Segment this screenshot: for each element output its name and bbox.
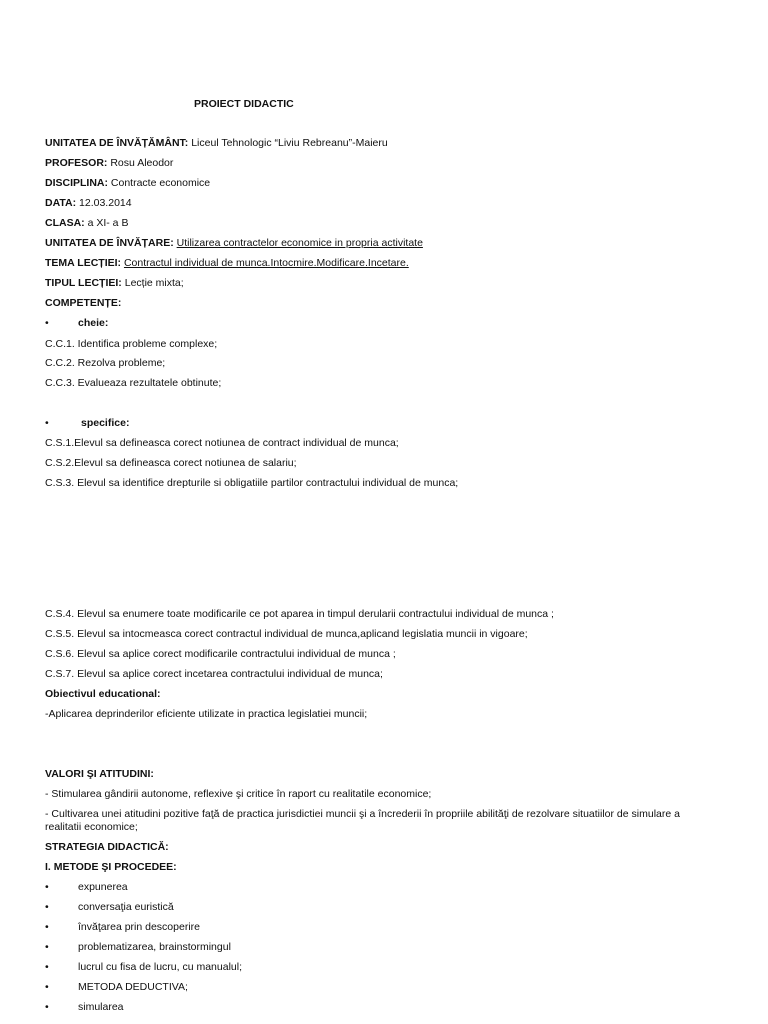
disciplina-row [45, 177, 210, 190]
valori-item: - Cultivarea unei atitudini pozitive faţă de practica jurisdictiei muncii şi a încrederii în propriile abilităţi de rezolvare situatiilor de simulare a realitatii economice; [45, 808, 680, 833]
bullet: • [45, 921, 49, 933]
cheie-item: C.C.1. Identifica probleme complexe; [45, 338, 218, 350]
obiectiv-heading: Obiectivul educational: [45, 688, 161, 700]
data-label: DATA: [45, 197, 77, 209]
data-value: 12.03.2014 [79, 197, 132, 209]
metode-item: problematizarea, brainstormingul [78, 941, 231, 953]
metode-item: învăţarea prin descoperire [78, 921, 200, 933]
bullet: • [45, 881, 49, 893]
unitate-label: UNITATEA DE ÎNVĂȚĂMÂNT: [45, 137, 189, 149]
metode-heading: I. METODE ŞI PROCEDEE: [45, 861, 177, 873]
specifice-item: C.S.4. Elevul sa enumere toate modificarile ce pot aparea in timpul derularii contractului individual de munca ; [45, 608, 554, 620]
document-title: PROIECT DIDACTIC [194, 98, 294, 110]
specifice-label: specifice: [81, 417, 130, 429]
valori-heading: VALORI ŞI ATITUDINI: [45, 768, 154, 780]
metode-item: lucrul cu fisa de lucru, cu manualul; [78, 961, 242, 973]
metode-item: conversaţia euristică [78, 901, 174, 913]
strategia-heading: STRATEGIA DIDACTICĂ: [45, 841, 169, 853]
specifice-item: C.S.6. Elevul sa aplice corect modificarile contractului individual de munca ; [45, 648, 396, 660]
data-row [45, 197, 132, 210]
bullet: • [45, 981, 49, 993]
bullet: • [45, 941, 49, 953]
profesor-row [45, 157, 173, 170]
competente-heading: COMPETENȚE: [45, 297, 122, 309]
valori-item: - Stimularea gândirii autonome, reflexive şi critice în raport cu realitatile economice; [45, 788, 432, 800]
bullet: • [45, 317, 49, 329]
bullet: • [45, 1001, 49, 1013]
clasa-value: a XI- a B [87, 217, 129, 229]
clasa-row [45, 217, 128, 230]
specifice-item: C.S.3. Elevul sa identifice drepturile si obligatiile partilor contractului individual de munca; [45, 477, 459, 489]
unitate-value: Liceul Tehnologic “Liviu Rebreanu”-Maieru [191, 137, 388, 149]
bullet: • [45, 901, 49, 913]
cheie-item: C.C.2. Rezolva probleme; [45, 357, 166, 369]
disciplina-value: Contracte economice [110, 177, 211, 189]
unitate-invatare-row [45, 237, 423, 250]
specifice-item: C.S.1.Elevul sa defineasca corect notiunea de contract individual de munca; [45, 437, 399, 449]
tipul-value: Lecție mixta; [124, 277, 184, 289]
metode-item: METODA DEDUCTIVA; [78, 981, 188, 993]
clasa-label: CLASA: [45, 217, 85, 229]
profesor-value: Rosu Aleodor [110, 157, 174, 169]
specifice-item: C.S.7. Elevul sa aplice corect incetarea contractului individual de munca; [45, 668, 383, 680]
unitate-invatare-label: UNITATEA DE ÎNVĂȚARE: [45, 237, 174, 249]
profesor-label: PROFESOR: [45, 157, 108, 169]
tipul-label: TIPUL LECȚIEI: [45, 277, 122, 289]
metode-item: simularea [78, 1001, 124, 1013]
specifice-item: C.S.5. Elevul sa intocmeasca corect contractul individual de munca,aplicand legislatia muncii in vigoare; [45, 628, 528, 640]
metode-item: expunerea [78, 881, 128, 893]
tema-value: Contractul individual de munca.Intocmire.Modificare.Incetare. [123, 257, 409, 269]
bullet: • [45, 961, 49, 973]
obiectiv-text: -Aplicarea deprinderilor eficiente utilizate in practica legislatiei muncii; [45, 708, 368, 720]
specifice-item: C.S.2.Elevul sa defineasca corect notiunea de salariu; [45, 457, 297, 469]
tipul-row [45, 277, 184, 290]
tema-row [45, 257, 409, 270]
cheie-label: cheie: [78, 317, 109, 329]
disciplina-label: DISCIPLINA: [45, 177, 108, 189]
tema-label: TEMA LECȚIEI: [45, 257, 122, 269]
cheie-item: C.C.3. Evalueaza rezultatele obtinute; [45, 377, 222, 389]
unitate-invatare-value: Utilizarea contractelor economice in propria activitate [176, 237, 423, 249]
unitate-row [45, 137, 388, 150]
bullet: • [45, 417, 49, 429]
